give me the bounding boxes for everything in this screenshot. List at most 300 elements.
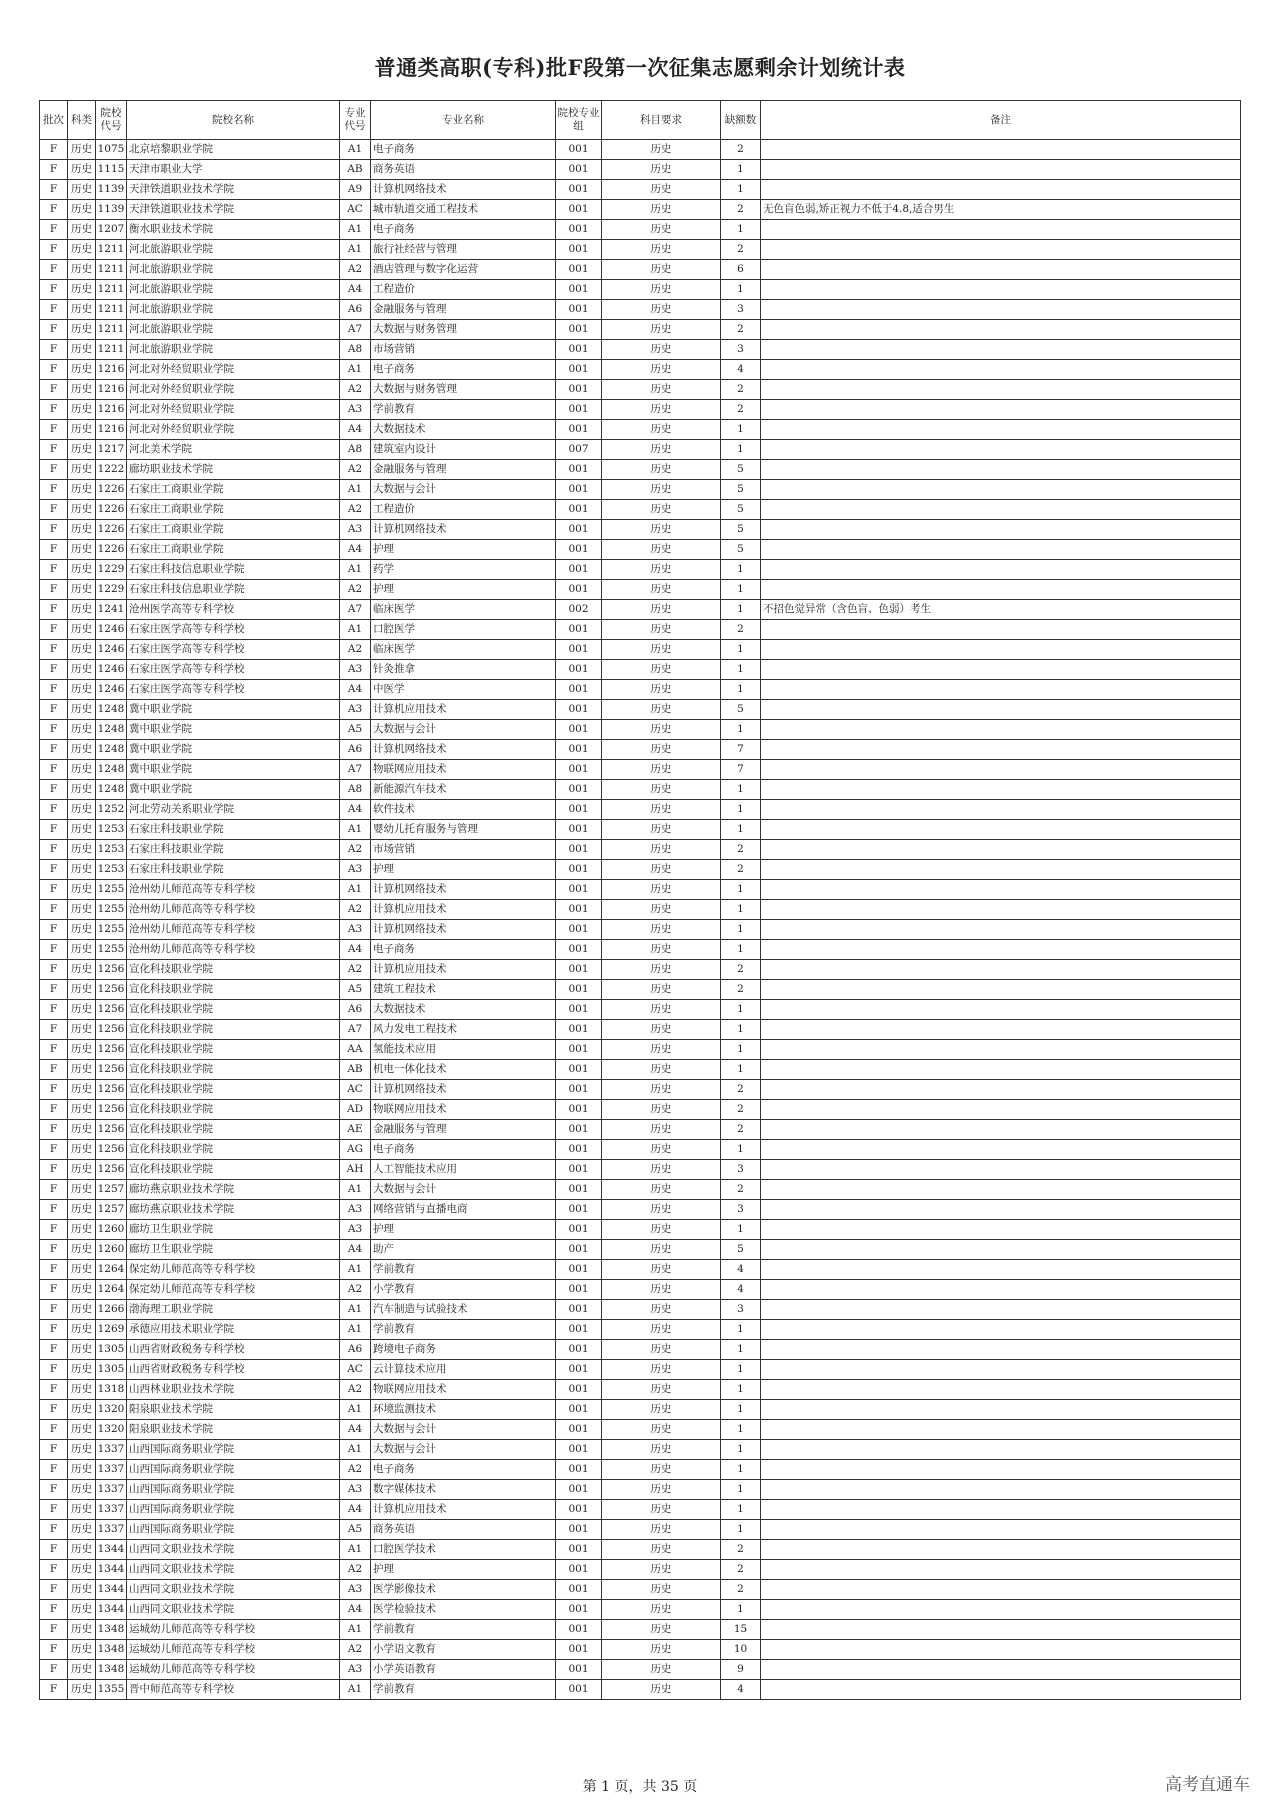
cell-remark [761, 1360, 1241, 1380]
cell-remark [761, 420, 1241, 440]
cell-school-code: 1252 [96, 800, 127, 820]
cell-subject-req: 历史 [602, 480, 721, 500]
cell-major-code: A3 [340, 520, 371, 540]
cell-major-code: A2 [340, 1560, 371, 1580]
cell-remark [761, 980, 1241, 1000]
cell-vacancy: 7 [721, 740, 761, 760]
cell-batch: F [40, 1080, 68, 1100]
col-header-school-code: 院校代号 [96, 101, 127, 140]
cell-school-name: 宣化科技职业学院 [127, 1060, 340, 1080]
cell-major-group: 001 [556, 760, 602, 780]
cell-school-code: 1246 [96, 680, 127, 700]
cell-remark [761, 1500, 1241, 1520]
cell-remark [761, 180, 1241, 200]
cell-major-code: A8 [340, 440, 371, 460]
cell-major-group: 001 [556, 720, 602, 740]
cell-major-code: A1 [340, 1320, 371, 1340]
cell-school-name: 运城幼儿师范高等专科学校 [127, 1640, 340, 1660]
cell-school-name: 山西国际商务职业学院 [127, 1520, 340, 1540]
cell-remark [761, 340, 1241, 360]
cell-major-group: 001 [556, 1340, 602, 1360]
cell-remark [761, 1280, 1241, 1300]
cell-major-name: 中医学 [371, 680, 556, 700]
cell-vacancy: 1 [721, 580, 761, 600]
cell-major-name: 旅行社经营与管理 [371, 240, 556, 260]
table-row [40, 280, 1241, 300]
cell-major-code: A2 [340, 1640, 371, 1660]
cell-remark [761, 880, 1241, 900]
cell-subject-req: 历史 [602, 860, 721, 880]
cell-batch: F [40, 1540, 68, 1560]
cell-remark [761, 1560, 1241, 1580]
cell-batch: F [40, 520, 68, 540]
cell-major-group: 001 [556, 1360, 602, 1380]
cell-batch: F [40, 1360, 68, 1380]
cell-vacancy: 1 [721, 1480, 761, 1500]
cell-major-code: AB [340, 1060, 371, 1080]
cell-school-code: 1248 [96, 780, 127, 800]
cell-batch: F [40, 240, 68, 260]
table-row [40, 1180, 1241, 1200]
cell-remark [761, 800, 1241, 820]
cell-major-name: 口腔医学 [371, 620, 556, 640]
cell-major-group: 001 [556, 380, 602, 400]
cell-subject-req: 历史 [602, 1120, 721, 1140]
cell-major-name: 电子商务 [371, 140, 556, 160]
cell-school-code: 1264 [96, 1260, 127, 1280]
cell-major-name: 跨境电子商务 [371, 1340, 556, 1360]
cell-major-code: A2 [340, 1280, 371, 1300]
cell-remark [761, 1020, 1241, 1040]
table-row [40, 1220, 1241, 1240]
cell-subject-req: 历史 [602, 200, 721, 220]
cell-major-name: 金融服务与管理 [371, 1120, 556, 1140]
cell-school-code: 1216 [96, 400, 127, 420]
cell-vacancy: 2 [721, 1560, 761, 1580]
cell-major-name: 机电一体化技术 [371, 1060, 556, 1080]
cell-subject-req: 历史 [602, 1680, 721, 1700]
cell-subject-req: 历史 [602, 1360, 721, 1380]
cell-remark [761, 520, 1241, 540]
cell-school-name: 宣化科技职业学院 [127, 1000, 340, 1020]
cell-school-name: 宣化科技职业学院 [127, 960, 340, 980]
cell-vacancy: 4 [721, 1680, 761, 1700]
cell-batch: F [40, 1500, 68, 1520]
cell-vacancy: 1 [721, 1420, 761, 1440]
cell-major-code: A4 [340, 280, 371, 300]
table-row [40, 540, 1241, 560]
cell-batch: F [40, 200, 68, 220]
table-row [40, 1380, 1241, 1400]
cell-vacancy: 9 [721, 1660, 761, 1680]
cell-school-name: 宣化科技职业学院 [127, 1160, 340, 1180]
cell-major-name: 商务英语 [371, 1520, 556, 1540]
cell-major-name: 大数据与会计 [371, 1180, 556, 1200]
cell-batch: F [40, 1420, 68, 1440]
table-row [40, 1580, 1241, 1600]
cell-school-code: 1337 [96, 1480, 127, 1500]
cell-category: 历史 [68, 340, 96, 360]
cell-category: 历史 [68, 560, 96, 580]
cell-subject-req: 历史 [602, 720, 721, 740]
cell-school-name: 廊坊职业技术学院 [127, 460, 340, 480]
cell-category: 历史 [68, 1340, 96, 1360]
cell-vacancy: 2 [721, 1180, 761, 1200]
cell-vacancy: 2 [721, 140, 761, 160]
cell-category: 历史 [68, 1020, 96, 1040]
cell-major-name: 计算机网络技术 [371, 920, 556, 940]
page-footer: 第 1 页，共 35 页 [582, 1779, 698, 1795]
cell-subject-req: 历史 [602, 980, 721, 1000]
cell-major-name: 汽车制造与试验技术 [371, 1300, 556, 1320]
cell-school-name: 山西省财政税务专科学校 [127, 1360, 340, 1380]
cell-school-code: 1075 [96, 140, 127, 160]
cell-major-name: 大数据与财务管理 [371, 320, 556, 340]
cell-school-name: 保定幼儿师范高等专科学校 [127, 1280, 340, 1300]
cell-major-code: AC [340, 1360, 371, 1380]
cell-category: 历史 [68, 1640, 96, 1660]
cell-major-name: 建筑室内设计 [371, 440, 556, 460]
cell-major-name: 婴幼儿托育服务与管理 [371, 820, 556, 840]
cell-batch: F [40, 860, 68, 880]
cell-category: 历史 [68, 1060, 96, 1080]
cell-subject-req: 历史 [602, 700, 721, 720]
cell-batch: F [40, 1280, 68, 1300]
cell-category: 历史 [68, 460, 96, 480]
table-row [40, 620, 1241, 640]
cell-vacancy: 2 [721, 1080, 761, 1100]
cell-batch: F [40, 1340, 68, 1360]
cell-major-group: 001 [556, 1180, 602, 1200]
cell-school-name: 北京培黎职业学院 [127, 140, 340, 160]
cell-category: 历史 [68, 1160, 96, 1180]
table-row [40, 860, 1241, 880]
cell-category: 历史 [68, 200, 96, 220]
table-row [40, 1600, 1241, 1620]
cell-category: 历史 [68, 680, 96, 700]
cell-major-name: 风力发电工程技术 [371, 1020, 556, 1040]
cell-category: 历史 [68, 740, 96, 760]
cell-school-name: 河北旅游职业学院 [127, 340, 340, 360]
cell-school-name: 廊坊卫生职业学院 [127, 1220, 340, 1240]
cell-vacancy: 1 [721, 560, 761, 580]
cell-subject-req: 历史 [602, 1520, 721, 1540]
cell-major-name: 计算机应用技术 [371, 1500, 556, 1520]
cell-major-name: 网络营销与直播电商 [371, 1200, 556, 1220]
cell-category: 历史 [68, 1480, 96, 1500]
cell-school-name: 廊坊卫生职业学院 [127, 1240, 340, 1260]
cell-batch: F [40, 1380, 68, 1400]
col-header-major-group: 院校专业组 [556, 101, 602, 140]
cell-school-name: 运城幼儿师范高等专科学校 [127, 1660, 340, 1680]
cell-batch: F [40, 980, 68, 1000]
cell-category: 历史 [68, 420, 96, 440]
cell-major-name: 大数据与会计 [371, 1440, 556, 1460]
table-row [40, 1100, 1241, 1120]
cell-subject-req: 历史 [602, 340, 721, 360]
table-row [40, 1540, 1241, 1560]
cell-vacancy: 3 [721, 1160, 761, 1180]
cell-major-code: A1 [340, 240, 371, 260]
cell-remark [761, 1580, 1241, 1600]
cell-major-group: 002 [556, 600, 602, 620]
cell-batch: F [40, 920, 68, 940]
cell-major-group: 001 [556, 1240, 602, 1260]
cell-school-code: 1344 [96, 1540, 127, 1560]
cell-vacancy: 1 [721, 1340, 761, 1360]
cell-major-group: 007 [556, 440, 602, 460]
cell-batch: F [40, 1460, 68, 1480]
cell-vacancy: 5 [721, 460, 761, 480]
cell-vacancy: 1 [721, 640, 761, 660]
cell-major-code: A6 [340, 300, 371, 320]
cell-major-group: 001 [556, 1400, 602, 1420]
cell-major-group: 001 [556, 1380, 602, 1400]
col-header-batch: 批次 [40, 101, 68, 140]
cell-major-group: 001 [556, 780, 602, 800]
cell-remark [761, 640, 1241, 660]
cell-major-name: 医学检验技术 [371, 1600, 556, 1620]
table-row [40, 1140, 1241, 1160]
cell-remark [761, 1220, 1241, 1240]
cell-school-name: 河北旅游职业学院 [127, 260, 340, 280]
cell-batch: F [40, 820, 68, 840]
table-row [40, 720, 1241, 740]
cell-vacancy: 1 [721, 1500, 761, 1520]
cell-major-group: 001 [556, 900, 602, 920]
cell-school-name: 河北旅游职业学院 [127, 300, 340, 320]
cell-subject-req: 历史 [602, 1180, 721, 1200]
cell-category: 历史 [68, 980, 96, 1000]
table-row [40, 660, 1241, 680]
cell-major-name: 计算机应用技术 [371, 960, 556, 980]
cell-school-name: 石家庄科技职业学院 [127, 860, 340, 880]
cell-category: 历史 [68, 1120, 96, 1140]
cell-vacancy: 2 [721, 400, 761, 420]
cell-major-name: 计算机网络技术 [371, 880, 556, 900]
cell-remark [761, 1540, 1241, 1560]
cell-vacancy: 1 [721, 940, 761, 960]
cell-major-name: 新能源汽车技术 [371, 780, 556, 800]
cell-major-name: 人工智能技术应用 [371, 1160, 556, 1180]
cell-school-code: 1253 [96, 840, 127, 860]
table-row [40, 580, 1241, 600]
cell-school-code: 1229 [96, 580, 127, 600]
cell-batch: F [40, 1520, 68, 1540]
table-row [40, 1660, 1241, 1680]
cell-school-name: 冀中职业学院 [127, 700, 340, 720]
cell-major-code: A3 [340, 1480, 371, 1500]
cell-remark [761, 240, 1241, 260]
cell-subject-req: 历史 [602, 1320, 721, 1340]
cell-school-code: 1211 [96, 300, 127, 320]
page-title: 普通类高职(专科)批F段第一次征集志愿剩余计划统计表 [374, 55, 906, 80]
cell-major-name: 学前教育 [371, 400, 556, 420]
cell-category: 历史 [68, 600, 96, 620]
cell-subject-req: 历史 [602, 380, 721, 400]
cell-category: 历史 [68, 520, 96, 540]
cell-vacancy: 1 [721, 1140, 761, 1160]
cell-major-group: 001 [556, 800, 602, 820]
cell-vacancy: 10 [721, 1640, 761, 1660]
cell-remark [761, 360, 1241, 380]
cell-school-code: 1305 [96, 1360, 127, 1380]
cell-remark: 无色盲色弱,矫正视力不低于4.8,适合男生 [761, 200, 1241, 220]
cell-category: 历史 [68, 580, 96, 600]
cell-remark [761, 160, 1241, 180]
table-row [40, 1520, 1241, 1540]
cell-school-code: 1229 [96, 560, 127, 580]
cell-batch: F [40, 540, 68, 560]
cell-category: 历史 [68, 1220, 96, 1240]
cell-school-name: 宣化科技职业学院 [127, 980, 340, 1000]
cell-school-name: 山西国际商务职业学院 [127, 1500, 340, 1520]
cell-batch: F [40, 1400, 68, 1420]
cell-remark [761, 840, 1241, 860]
table-row [40, 1500, 1241, 1520]
cell-school-name: 山西省财政税务专科学校 [127, 1340, 340, 1360]
cell-category: 历史 [68, 780, 96, 800]
cell-major-group: 001 [556, 480, 602, 500]
table-row [40, 960, 1241, 980]
cell-subject-req: 历史 [602, 800, 721, 820]
table-row [40, 1340, 1241, 1360]
cell-remark [761, 320, 1241, 340]
cell-school-name: 宣化科技职业学院 [127, 1080, 340, 1100]
cell-category: 历史 [68, 1300, 96, 1320]
cell-subject-req: 历史 [602, 220, 721, 240]
cell-vacancy: 1 [721, 680, 761, 700]
cell-school-name: 宣化科技职业学院 [127, 1140, 340, 1160]
table-row [40, 1440, 1241, 1460]
cell-major-group: 001 [556, 540, 602, 560]
cell-major-group: 001 [556, 340, 602, 360]
cell-major-name: 市场营销 [371, 840, 556, 860]
table-row [40, 1080, 1241, 1100]
cell-major-name: 物联网应用技术 [371, 760, 556, 780]
cell-subject-req: 历史 [602, 580, 721, 600]
cell-batch: F [40, 460, 68, 480]
cell-subject-req: 历史 [602, 1100, 721, 1120]
cell-major-group: 001 [556, 1600, 602, 1620]
cell-remark [761, 1380, 1241, 1400]
cell-category: 历史 [68, 400, 96, 420]
cell-school-name: 宣化科技职业学院 [127, 1020, 340, 1040]
cell-category: 历史 [68, 320, 96, 340]
cell-subject-req: 历史 [602, 620, 721, 640]
cell-school-name: 天津市职业大学 [127, 160, 340, 180]
cell-school-name: 石家庄科技信息职业学院 [127, 560, 340, 580]
cell-school-code: 1256 [96, 1100, 127, 1120]
cell-school-code: 1211 [96, 240, 127, 260]
table-row [40, 980, 1241, 1000]
cell-major-name: 计算机应用技术 [371, 700, 556, 720]
cell-batch: F [40, 480, 68, 500]
cell-batch: F [40, 180, 68, 200]
cell-school-code: 1318 [96, 1380, 127, 1400]
cell-school-code: 1139 [96, 180, 127, 200]
cell-major-group: 001 [556, 920, 602, 940]
cell-school-code: 1337 [96, 1460, 127, 1480]
cell-major-group: 001 [556, 280, 602, 300]
cell-batch: F [40, 1100, 68, 1120]
cell-vacancy: 15 [721, 1620, 761, 1640]
cell-major-code: A1 [340, 1680, 371, 1700]
cell-major-code: A9 [340, 180, 371, 200]
cell-category: 历史 [68, 1680, 96, 1700]
cell-major-name: 建筑工程技术 [371, 980, 556, 1000]
cell-major-name: 大数据与会计 [371, 480, 556, 500]
table-row [40, 1260, 1241, 1280]
cell-school-code: 1260 [96, 1240, 127, 1260]
cell-category: 历史 [68, 760, 96, 780]
cell-vacancy: 7 [721, 760, 761, 780]
cell-remark [761, 1080, 1241, 1100]
table-row [40, 1320, 1241, 1340]
cell-remark [761, 480, 1241, 500]
cell-major-group: 001 [556, 240, 602, 260]
cell-category: 历史 [68, 440, 96, 460]
cell-school-code: 1222 [96, 460, 127, 480]
cell-major-code: A1 [340, 1260, 371, 1280]
cell-category: 历史 [68, 1180, 96, 1200]
cell-remark [761, 400, 1241, 420]
table-header-row [40, 101, 1241, 140]
cell-vacancy: 1 [721, 160, 761, 180]
cell-school-name: 河北对外经贸职业学院 [127, 380, 340, 400]
cell-school-code: 1337 [96, 1440, 127, 1460]
cell-school-name: 宣化科技职业学院 [127, 1040, 340, 1060]
cell-major-code: A1 [340, 360, 371, 380]
table-row [40, 1040, 1241, 1060]
cell-vacancy: 2 [721, 960, 761, 980]
cell-major-name: 城市轨道交通工程技术 [371, 200, 556, 220]
table-row [40, 700, 1241, 720]
cell-school-code: 1216 [96, 380, 127, 400]
table-row [40, 180, 1241, 200]
cell-vacancy: 3 [721, 340, 761, 360]
cell-school-name: 石家庄科技职业学院 [127, 840, 340, 860]
plan-table [39, 100, 1241, 1700]
cell-major-name: 大数据与会计 [371, 1420, 556, 1440]
cell-batch: F [40, 900, 68, 920]
cell-school-code: 1320 [96, 1400, 127, 1420]
cell-major-code: A4 [340, 1240, 371, 1260]
cell-major-group: 001 [556, 140, 602, 160]
cell-vacancy: 6 [721, 260, 761, 280]
cell-vacancy: 1 [721, 1380, 761, 1400]
cell-subject-req: 历史 [602, 1160, 721, 1180]
col-header-vacancy: 缺额数 [721, 101, 761, 140]
cell-major-code: A2 [340, 900, 371, 920]
cell-major-group: 001 [556, 1200, 602, 1220]
cell-school-name: 山西同文职业技术学院 [127, 1540, 340, 1560]
cell-remark [761, 1160, 1241, 1180]
cell-major-code: A4 [340, 680, 371, 700]
cell-vacancy: 2 [721, 980, 761, 1000]
cell-batch: F [40, 1680, 68, 1700]
cell-major-code: A1 [340, 880, 371, 900]
table-row [40, 1400, 1241, 1420]
table-row [40, 320, 1241, 340]
cell-major-code: A8 [340, 780, 371, 800]
cell-major-name: 大数据技术 [371, 1000, 556, 1020]
cell-major-name: 药学 [371, 560, 556, 580]
cell-major-name: 计算机网络技术 [371, 180, 556, 200]
cell-batch: F [40, 160, 68, 180]
cell-school-code: 1226 [96, 480, 127, 500]
cell-school-code: 1211 [96, 340, 127, 360]
